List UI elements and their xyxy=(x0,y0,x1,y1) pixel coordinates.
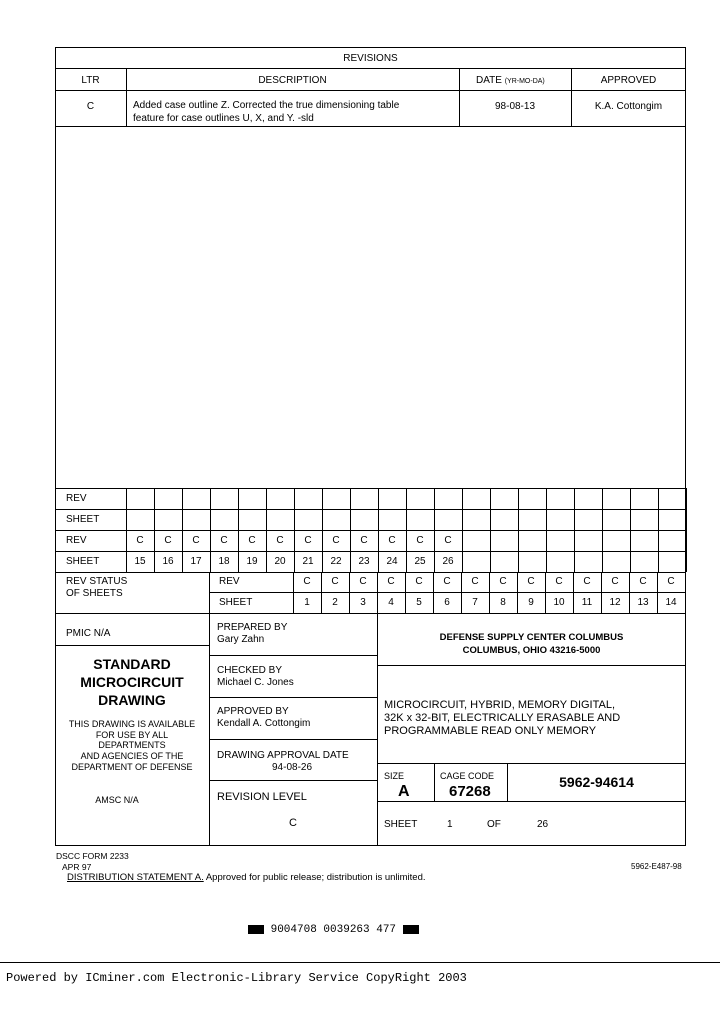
upper-sheet-cell: 18 xyxy=(218,556,230,567)
form-date: APR 97 xyxy=(62,862,92,872)
revisions-title: REVISIONS xyxy=(343,53,398,64)
upper-rev-cell: C xyxy=(136,535,144,546)
lower-sheet-cell: 7 xyxy=(472,597,478,608)
approved-by-name: Kendall A. Cottongim xyxy=(217,718,311,729)
availability-1: THIS DRAWING IS AVAILABLE xyxy=(68,719,196,729)
revision-row-date: 98-08-13 xyxy=(494,101,536,112)
lower-rev-cell: C xyxy=(359,576,367,587)
size-label: SIZE xyxy=(384,771,405,781)
grid-line xyxy=(490,488,491,572)
upper-rev-cell: C xyxy=(360,535,368,546)
revision-row-desc-2: feature for case outlines U, X, and Y. -sld xyxy=(133,113,314,124)
cage-value: 67268 xyxy=(449,783,491,800)
approval-date: 94-08-26 xyxy=(272,762,313,773)
lower-rev-cell: C xyxy=(331,576,339,587)
size-value: A xyxy=(398,783,410,800)
approved-by-label: APPROVED BY xyxy=(217,706,289,717)
availability-4: AND AGENCIES OF THE xyxy=(80,751,184,761)
lower-rev-cell: C xyxy=(555,576,563,587)
standard-title-3: DRAWING xyxy=(98,692,166,708)
amsc-label: AMSC N/A xyxy=(95,795,139,805)
upper-sheet-cell: 23 xyxy=(358,556,370,567)
lower-rev-cell: C xyxy=(639,576,647,587)
revision-row-approved: K.A. Cottongim xyxy=(594,101,663,112)
upper-rev-cell: C xyxy=(192,535,200,546)
rev-status-label-2: OF SHEETS xyxy=(66,588,123,599)
upper-sheet-cell: 21 xyxy=(302,556,314,567)
lower-sheet-cell: 13 xyxy=(637,597,649,608)
barcode-block-left-icon xyxy=(248,925,264,934)
lower-sheet-cell: 12 xyxy=(609,597,621,608)
lower-sheet-cell: 10 xyxy=(553,597,565,608)
lower-sheet-cell: 6 xyxy=(444,597,450,608)
lower-sheet-cell: 9 xyxy=(528,597,534,608)
checked-label: CHECKED BY xyxy=(217,665,283,676)
lower-sheet-cell: 5 xyxy=(416,597,422,608)
lower-sheet-cell: 8 xyxy=(500,597,506,608)
lower-rev-cell: C xyxy=(387,576,395,587)
lower-sheet-label: SHEET xyxy=(219,597,253,608)
upper-rev-cell: C xyxy=(276,535,284,546)
upper-rev-cell: C xyxy=(304,535,312,546)
upper-sheet-cell: 17 xyxy=(190,556,202,567)
upper-sheet-cell: 22 xyxy=(330,556,342,567)
lower-rev-cell: C xyxy=(471,576,479,587)
lower-rev-cell: C xyxy=(499,576,507,587)
lower-rev-label: REV xyxy=(219,576,240,587)
lower-rev-cell: C xyxy=(611,576,619,587)
upper-rev-cell: C xyxy=(332,535,340,546)
availability-2: FOR USE BY ALL xyxy=(95,730,169,740)
upper-blank-sheet-label: SHEET xyxy=(66,514,100,525)
availability-3: DEPARTMENTS xyxy=(98,740,166,750)
prepared-label: PREPARED BY xyxy=(217,622,288,633)
grid-line xyxy=(574,488,575,572)
agency-address: COLUMBUS, OHIO 43216-5000 xyxy=(462,645,601,656)
distribution-statement: DISTRIBUTION STATEMENT A. Approved for public release; distribution is unlimited. xyxy=(67,872,426,883)
lower-sheet-cell: 1 xyxy=(304,597,310,608)
revision-row-desc-1: Added case outline Z. Corrected the true dimensioning table xyxy=(133,100,400,111)
pmic-label: PMIC N/A xyxy=(66,628,111,639)
prepared-name: Gary Zahn xyxy=(217,634,265,645)
description-header: DESCRIPTION xyxy=(258,75,327,86)
revision-level: C xyxy=(289,817,297,829)
grid-line xyxy=(602,488,603,572)
upper-sheet-label: SHEET xyxy=(66,556,100,567)
sheet-label: SHEET xyxy=(384,819,418,830)
upper-rev-label: REV xyxy=(66,535,87,546)
barcode-line: 9004708 0039263 477 xyxy=(248,924,419,936)
lower-rev-cell: C xyxy=(443,576,451,587)
upper-sheet-cell: 15 xyxy=(134,556,146,567)
upper-rev-cell: C xyxy=(164,535,172,546)
upper-sheet-cell: 16 xyxy=(162,556,174,567)
cage-label: CAGE CODE xyxy=(440,771,495,781)
form-id: DSCC FORM 2233 xyxy=(56,851,129,861)
lower-rev-cell: C xyxy=(415,576,423,587)
approval-date-label: DRAWING APPROVAL DATE xyxy=(217,750,349,761)
lower-sheet-cell: 14 xyxy=(665,597,677,608)
standard-title-2: MICROCIRCUIT xyxy=(80,674,184,690)
lower-rev-cell: C xyxy=(583,576,591,587)
upper-sheet-cell: 26 xyxy=(442,556,454,567)
sheet-total: 26 xyxy=(537,819,549,830)
upper-rev-cell: C xyxy=(416,535,424,546)
revision-row-ltr: C xyxy=(86,101,95,112)
date-header: DATE (YR-MO-DA) xyxy=(476,75,545,86)
grid-line xyxy=(518,488,519,572)
upper-sheet-cell: 25 xyxy=(414,556,426,567)
part-description-2: 32K x 32-BIT, ELECTRICALLY ERASABLE AND xyxy=(384,712,621,724)
drawing-number: 5962-94614 xyxy=(559,774,634,790)
lower-rev-cell: C xyxy=(667,576,675,587)
approved-header: APPROVED xyxy=(600,75,657,86)
upper-rev-cell: C xyxy=(388,535,396,546)
revision-level-label: REVISION LEVEL xyxy=(217,791,307,803)
grid-line xyxy=(630,488,631,572)
agency-name: DEFENSE SUPPLY CENTER COLUMBUS xyxy=(439,632,624,643)
lower-rev-cell: C xyxy=(527,576,535,587)
lower-sheet-cell: 3 xyxy=(360,597,366,608)
rev-status-label-1: REV STATUS xyxy=(66,576,128,587)
availability-5: DEPARTMENT OF DEFENSE xyxy=(71,762,193,772)
upper-sheet-cell: 20 xyxy=(274,556,286,567)
lower-sheet-cell: 4 xyxy=(388,597,394,608)
lower-sheet-cell: 2 xyxy=(332,597,338,608)
grid-line xyxy=(546,488,547,572)
sheet-number: 1 xyxy=(447,819,453,830)
checked-name: Michael C. Jones xyxy=(217,677,294,688)
upper-sheet-cell: 24 xyxy=(386,556,398,567)
grid-line xyxy=(658,488,659,572)
lower-sheet-cell: 11 xyxy=(581,597,593,608)
of-label: OF xyxy=(487,819,501,830)
grid-line xyxy=(686,488,687,572)
upper-rev-cell: C xyxy=(220,535,228,546)
standard-title-1: STANDARD xyxy=(93,656,171,672)
upper-sheet-cell: 19 xyxy=(246,556,258,567)
part-description-3: PROGRAMMABLE READ ONLY MEMORY xyxy=(384,725,597,737)
doc-code: 5962-E487-98 xyxy=(631,862,682,871)
upper-rev-cell: C xyxy=(248,535,256,546)
ltr-header: LTR xyxy=(81,75,100,86)
upper-rev-cell: C xyxy=(444,535,452,546)
footer-copyright: Powered by ICminer.com Electronic-Library Service CopyRight 2003 xyxy=(6,971,467,985)
part-description-1: MICROCIRCUIT, HYBRID, MEMORY DIGITAL, xyxy=(384,699,616,711)
lower-rev-cell: C xyxy=(303,576,311,587)
barcode-block-right-icon xyxy=(403,925,419,934)
upper-blank-rev-label: REV xyxy=(66,493,87,504)
